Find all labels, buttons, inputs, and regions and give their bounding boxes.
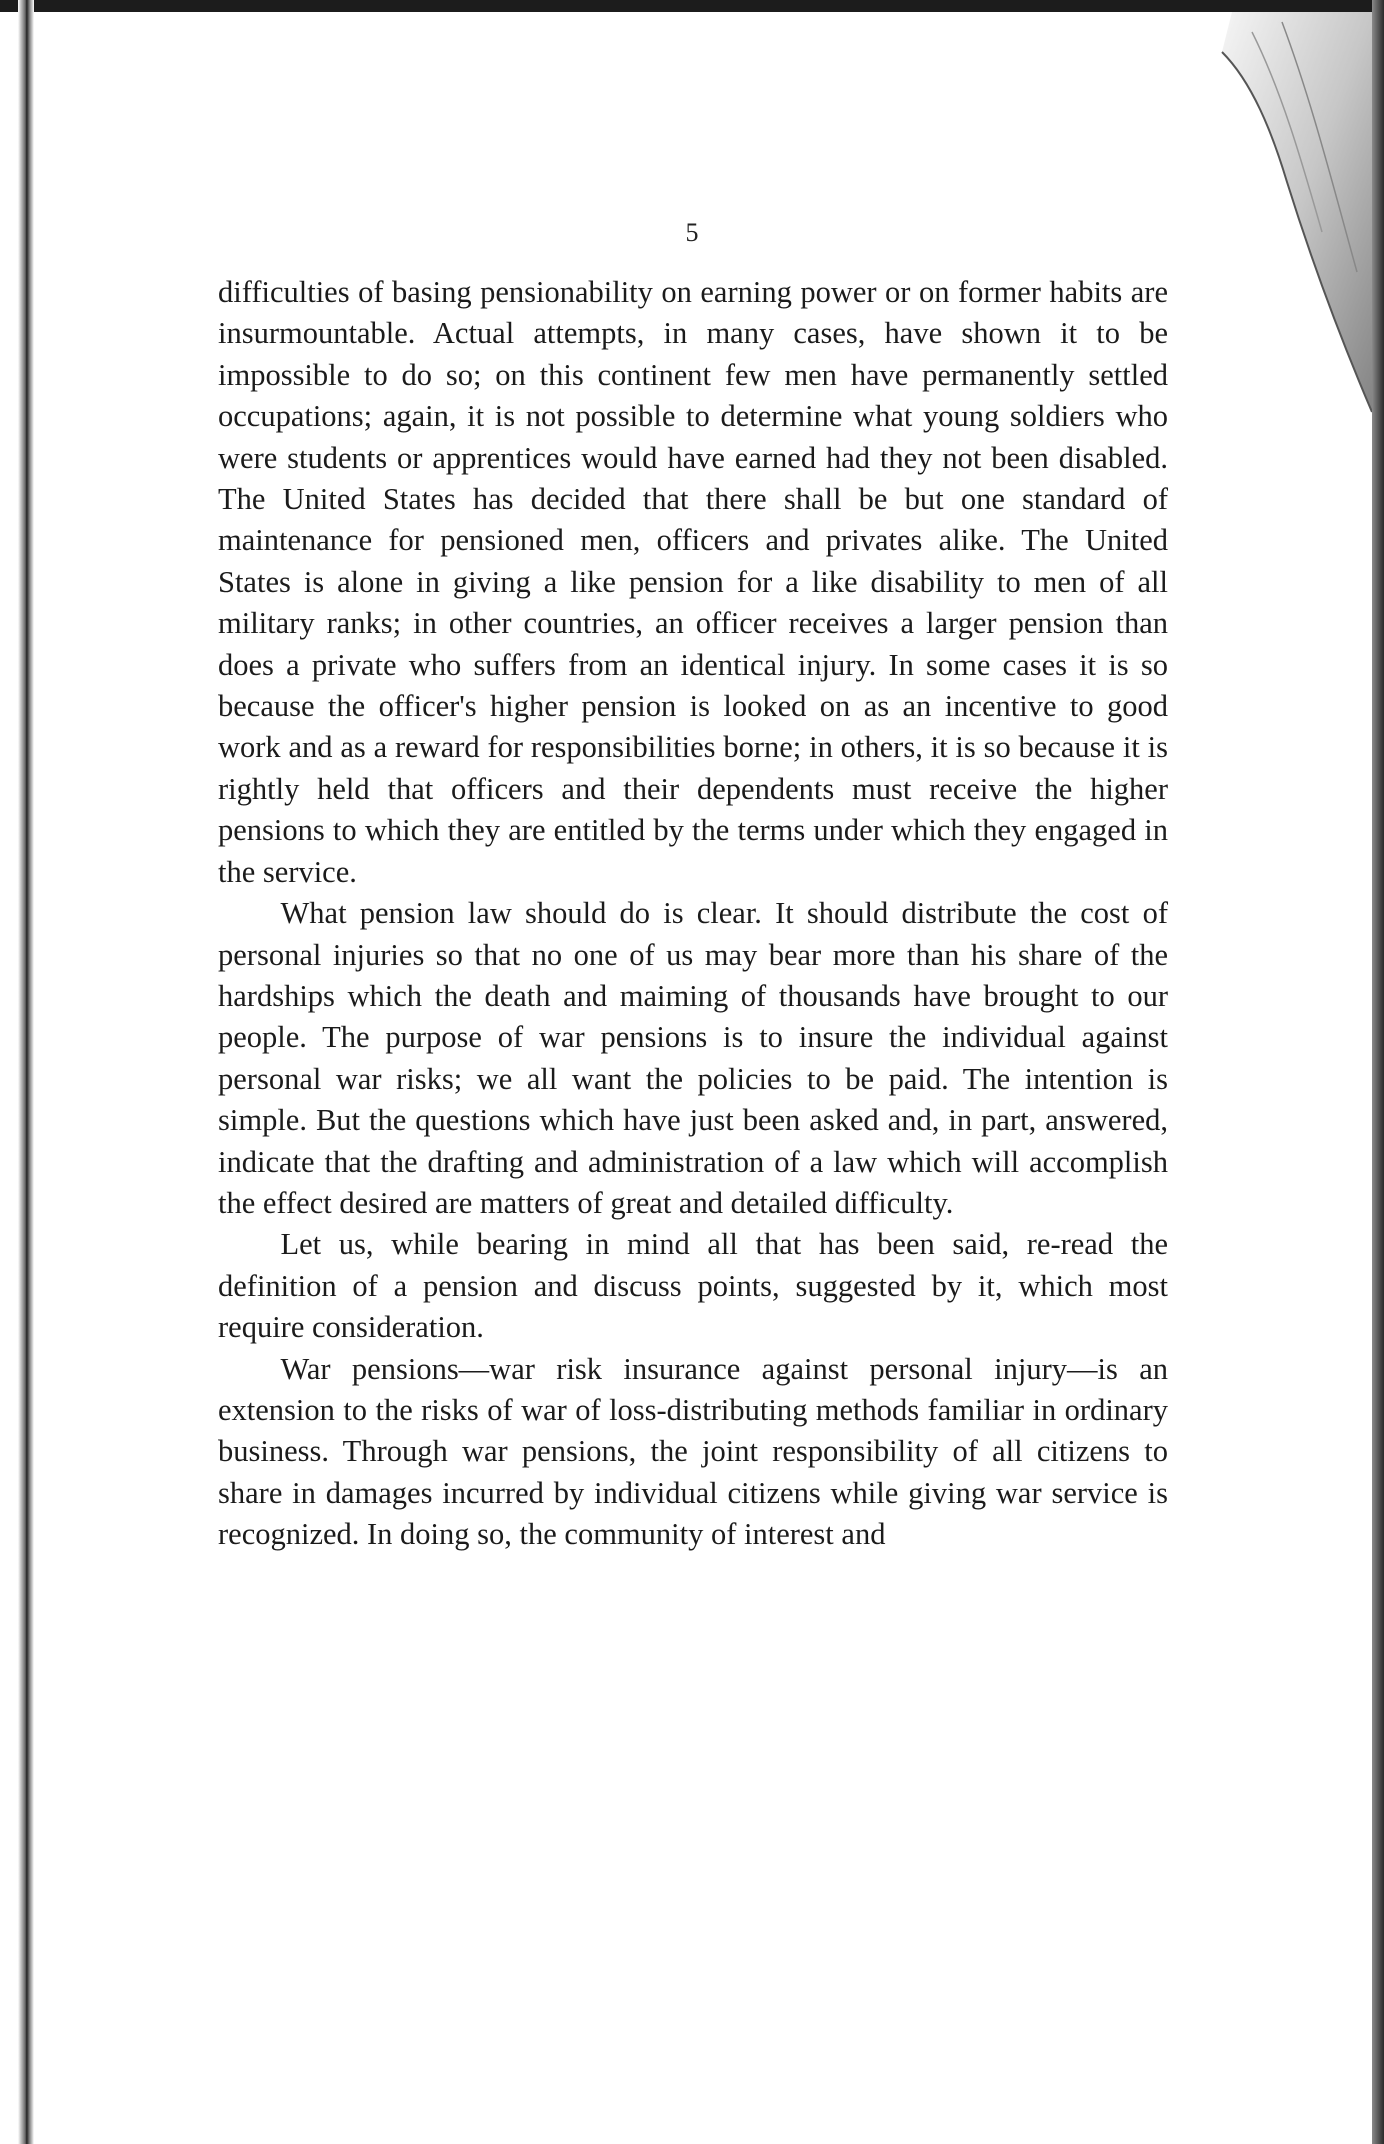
- paragraph: Let us, while bearing in mind all that has been said, re-read the definition of a pension and discuss points, suggested by it, which most require consideration.: [218, 1227, 1168, 1345]
- paragraph: War pensions—war risk insurance against personal injury—is an extension to the risks of war of loss-distributing methods familiar in ordinary business. Through war pensions, the joint responsibility of all citizens to share in damages incurred by individual citizens while giving war service is recognized. In doing so, the community of interest and: [218, 1351, 1168, 1552]
- paragraph: difficulties of basing pensionability on earning power or on former habits are insurmountable. Actual attempts, in many cases, have shown it to be impossible to do so; on this continent few men have permanently settled occupations; again, it is not possible to determine what young soldiers who were students or apprentices would have earned had they not been disabled. The United States has decided that there shall be but one standard of maintenance for pensioned men, officers and privates alike. The United States is alone in giving a like pension for a like disability to men of all military ranks; in other countries, an officer receives a larger pension than does a private who suffers from an identical injury. In some cases it is so because the officer's higher pension is looked on as an incentive to good work and as a reward for responsibilities borne; in others, it is so because it is rightly held that officers and their dependents must receive the higher pensions to which they are entitled by the terms under which they engaged in the service.: [218, 275, 1168, 889]
- scan-right-border: [1372, 0, 1384, 2144]
- paragraph: What pension law should do is clear. It should distribute the cost of personal injuries so that no one of us may bear more than his share of the hardships which the death and maiming of thousands have brought to our people. The purpose of war pensions is to insure the individual against personal war risks; we all want the policies to be paid. The intention is simple. But the questions which have just been asked and, in part, answered, indicate that the drafting and administration of a law which will accomplish the effect desired are matters of great and detailed difficulty.: [218, 896, 1168, 1220]
- body-text: [218, 272, 1168, 1556]
- scan-top-border: [0, 0, 1384, 12]
- page-binding-edge: [18, 0, 34, 2144]
- page-number: 5: [685, 218, 699, 247]
